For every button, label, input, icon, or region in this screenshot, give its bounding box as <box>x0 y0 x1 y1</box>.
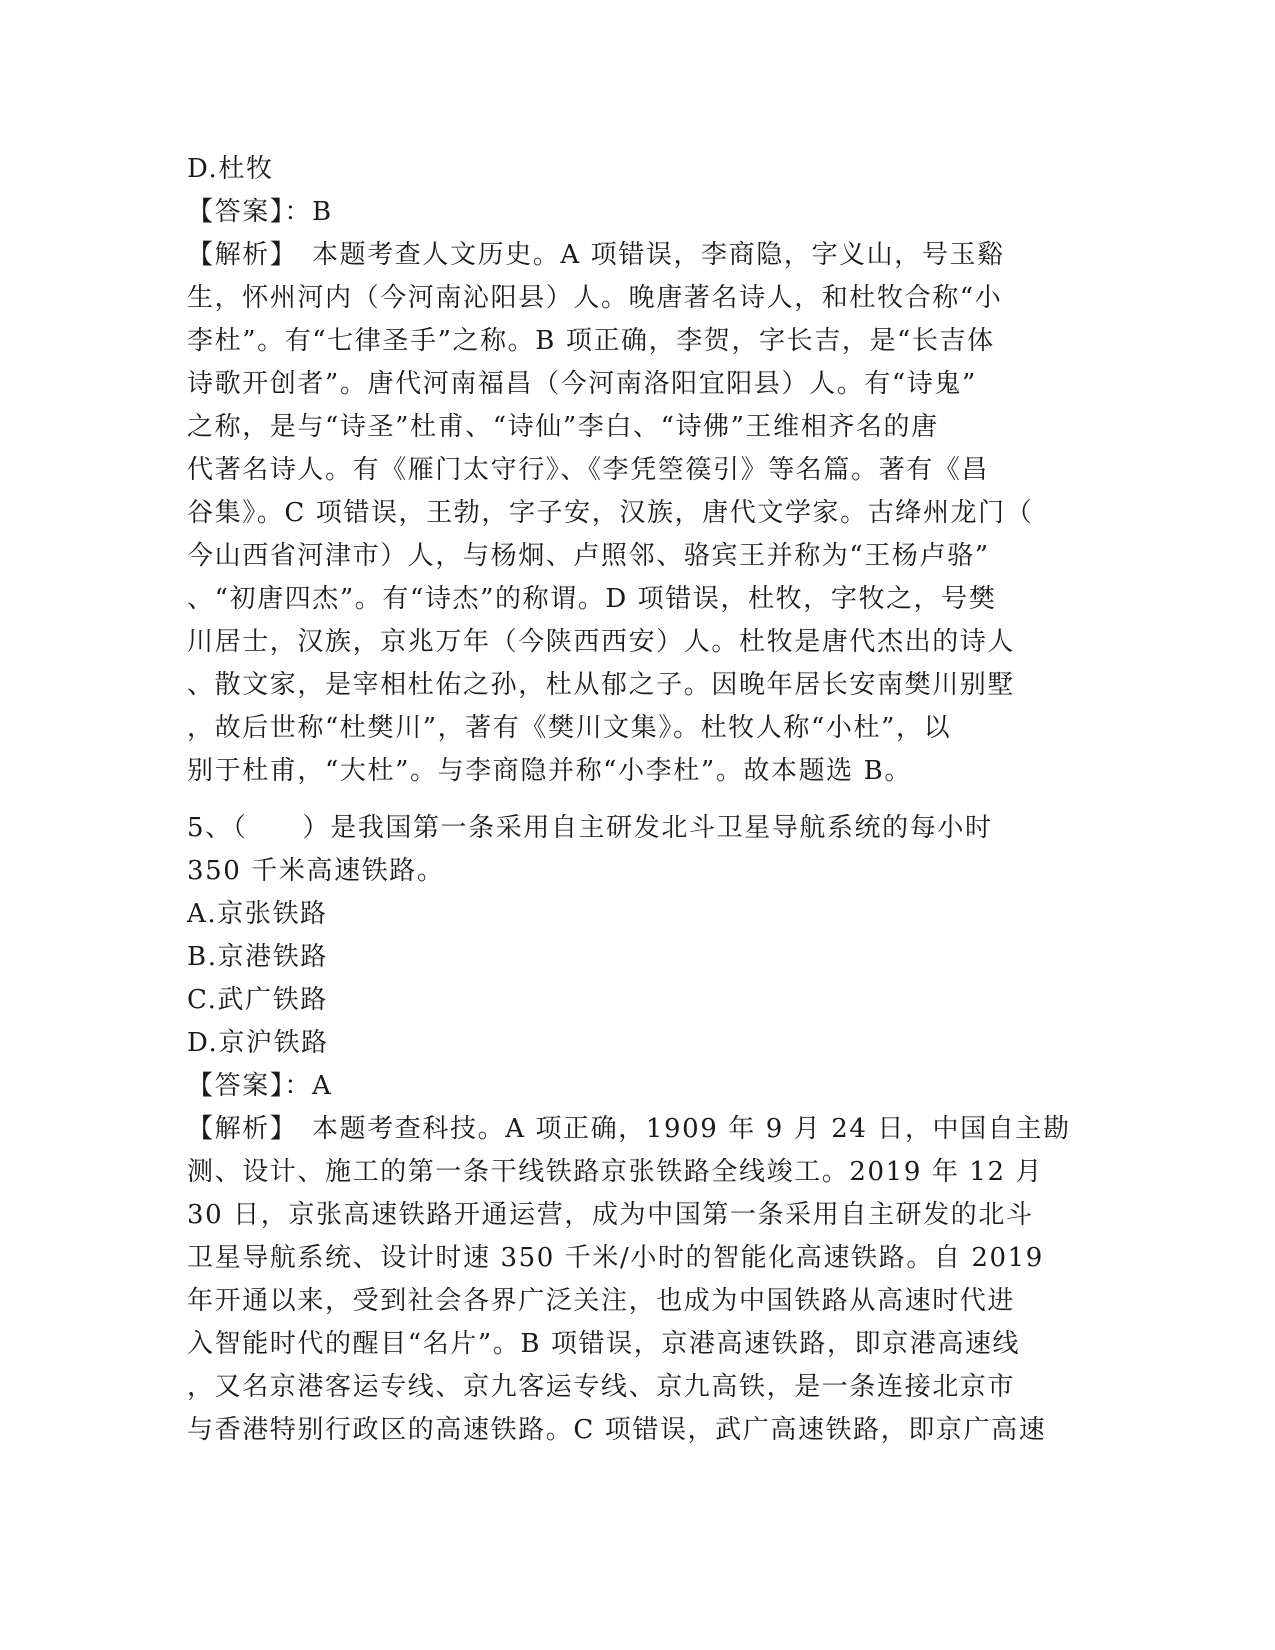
q4-analysis-line: 川居士，汉族，京兆万年（今陕西西安）人。杜牧是唐代杰出的诗人 <box>187 627 1016 657</box>
q5-option-a: A.京张铁路 <box>187 899 328 929</box>
q4-analysis-line: 生，怀州河内（今河南沁阳县）人。晚唐著名诗人，和杜牧合称“小 <box>187 283 1003 313</box>
q5-analysis <box>187 1108 1087 1452</box>
q5-analysis-line: 卫星导航系统、设计时速 350 千米/小时的智能化高速铁路。自 2019 <box>187 1243 1044 1273</box>
q5-analysis-line: 入智能时代的醒目“名片”。B 项错误，京港高速铁路，即京港高速线 <box>187 1329 1021 1359</box>
q4-analysis-line: 谷集》。C 项错误，王勃，字子安，汉族，唐代文学家。古绛州龙门（ <box>187 498 1034 528</box>
q4-analysis-line: ，故后世称“杜樊川”，著有《樊川文集》。杜牧人称“小杜”，以 <box>187 713 952 743</box>
q5-option-b: B.京港铁路 <box>187 942 328 972</box>
q5-stem-line: 5、（ ）是我国第一条采用自主研发北斗卫星导航系统的每小时 <box>187 813 993 843</box>
q4-analysis-line: 【解析】 本题考查人文历史。A 项错误，李商隐，字义山，号玉谿 <box>187 240 1005 270</box>
q5-analysis-line: 【解析】 本题考查科技。A 项正确，1909 年 9 月 24 日，中国自主勘 <box>187 1114 1071 1144</box>
q5-analysis-line: 30 日，京张高速铁路开通运营，成为中国第一条采用自主研发的北斗 <box>187 1200 1034 1230</box>
q4-analysis-line: 别于杜甫，“大杜”。与李商隐并称“小李杜”。故本题选 B。 <box>187 756 912 786</box>
question-separator <box>187 793 1087 807</box>
q4-analysis-line: 代著名诗人。有《雁门太守行》、《李凭箜篌引》等名篇。著有《昌 <box>187 455 990 485</box>
q5-analysis-line: 与香港特别行政区的高速铁路。C 项错误，武广高速铁路，即京广高速 <box>187 1415 1047 1445</box>
q5-stem <box>187 807 1087 893</box>
q5-option-c: C.武广铁路 <box>187 985 328 1015</box>
q4-analysis-line: 诗歌开创者”。唐代河南福昌（今河南洛阳宜阳县）人。有“诗鬼” <box>187 369 977 399</box>
q5-analysis-line: 年开通以来，受到社会各界广泛关注，也成为中国铁路从高速时代进 <box>187 1286 1016 1316</box>
q4-analysis-line: 今山西省河津市）人，与杨炯、卢照邻、骆宾王并称为“王杨卢骆” <box>187 541 990 571</box>
q5-analysis-line: 测、设计、施工的第一条干线铁路京张铁路全线竣工。2019 年 12 月 <box>187 1157 1044 1187</box>
q4-analysis <box>187 234 1087 793</box>
q4-answer: 【答案】：B <box>187 197 333 227</box>
document-page <box>187 148 1087 1452</box>
q5-stem-line: 350 千米高速铁路。 <box>187 856 445 886</box>
q4-analysis-line: 之称，是与“诗圣”杜甫、“诗仙”李白、“诗佛”王维相齐名的唐 <box>187 412 939 442</box>
q4-analysis-line: 、散文家，是宰相杜佑之孙，杜从郁之子。因晚年居长安南樊川别墅 <box>187 670 1016 700</box>
q4-option-d: D.杜牧 <box>187 154 274 184</box>
q5-answer: 【答案】：A <box>187 1071 333 1101</box>
q5-option-d: D.京沪铁路 <box>187 1028 329 1058</box>
q5-analysis-line: ，又名京港客运专线、京九客运专线、京九高铁，是一条连接北京市 <box>187 1372 1016 1402</box>
q4-analysis-line: 、“初唐四杰”。有“诗杰”的称谓。D 项错误，杜牧，字牧之，号樊 <box>187 584 997 614</box>
q4-analysis-line: 李杜”。有“七律圣手”之称。B 项正确，李贺，字长吉，是“长吉体 <box>187 326 995 356</box>
q5-options <box>187 893 1087 1065</box>
